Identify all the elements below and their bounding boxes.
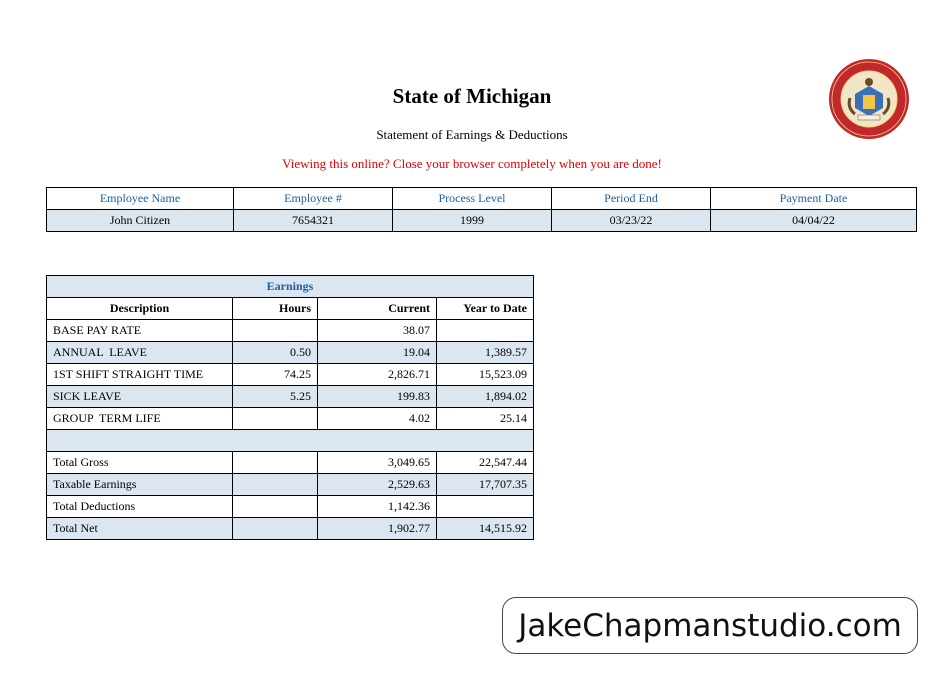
- row-hours: 5.25: [233, 386, 318, 408]
- period-end-header: Period End: [552, 188, 711, 210]
- row-ytd: 1,894.02: [437, 386, 534, 408]
- row-ytd: [437, 320, 534, 342]
- row-hours: 74.25: [233, 364, 318, 386]
- browser-notice: Viewing this online? Close your browser completely when you are done!: [282, 156, 662, 171]
- table-row: [47, 452, 534, 474]
- row-current: 19.04: [318, 342, 437, 364]
- total-label: Total Net: [47, 518, 233, 540]
- michigan-seal-icon: [828, 58, 910, 140]
- period-end-value: 03/23/22: [552, 210, 711, 232]
- row-hours: [233, 408, 318, 430]
- process-level-header: Process Level: [393, 188, 552, 210]
- employee-number-value: 7654321: [234, 210, 393, 232]
- employee-name-header: Employee Name: [47, 188, 234, 210]
- table-row: [47, 408, 534, 430]
- employee-info-table: [46, 187, 917, 232]
- row-description: 1ST SHIFT STRAIGHT TIME: [47, 364, 233, 386]
- row-current: 4.02: [318, 408, 437, 430]
- description-header: Description: [47, 298, 233, 320]
- total-hours: [233, 496, 318, 518]
- row-description: GROUP TERM LIFE: [47, 408, 233, 430]
- total-ytd: [437, 496, 534, 518]
- total-ytd: 14,515.92: [437, 518, 534, 540]
- table-row: [47, 386, 534, 408]
- total-label: Total Deductions: [47, 496, 233, 518]
- spacer-cell: [47, 430, 534, 452]
- row-hours: 0.50: [233, 342, 318, 364]
- process-level-value: 1999: [393, 210, 552, 232]
- table-row: [47, 474, 534, 496]
- employee-name-value: John Citizen: [47, 210, 234, 232]
- row-description: SICK LEAVE: [47, 386, 233, 408]
- payment-date-header: Payment Date: [711, 188, 917, 210]
- total-ytd: 17,707.35: [437, 474, 534, 496]
- row-current: 2,826.71: [318, 364, 437, 386]
- hours-header: Hours: [233, 298, 318, 320]
- row-hours: [233, 320, 318, 342]
- earnings-caption: Earnings: [47, 276, 534, 298]
- row-ytd: 25.14: [437, 408, 534, 430]
- table-row: [47, 518, 534, 540]
- row-description: ANNUAL LEAVE: [47, 342, 233, 364]
- row-ytd: 1,389.57: [437, 342, 534, 364]
- row-description: BASE PAY RATE: [47, 320, 233, 342]
- statement-subtitle: Statement of Earnings & Deductions: [376, 127, 568, 142]
- table-row: [47, 342, 534, 364]
- ytd-header: Year to Date: [437, 298, 534, 320]
- total-ytd: 22,547.44: [437, 452, 534, 474]
- row-current: 199.83: [318, 386, 437, 408]
- watermark: JakeChapmanstudio.com: [502, 597, 918, 654]
- table-row: [47, 364, 534, 386]
- row-ytd: 15,523.09: [437, 364, 534, 386]
- total-hours: [233, 452, 318, 474]
- spacer-row: [47, 430, 534, 452]
- row-current: 38.07: [318, 320, 437, 342]
- table-row: [47, 496, 534, 518]
- employee-number-header: Employee #: [234, 188, 393, 210]
- total-current: 1,142.36: [318, 496, 437, 518]
- total-current: 2,529.63: [318, 474, 437, 496]
- table-row: [47, 320, 534, 342]
- total-hours: [233, 474, 318, 496]
- payment-date-value: 04/04/22: [711, 210, 917, 232]
- total-label: Total Gross: [47, 452, 233, 474]
- current-header: Current: [318, 298, 437, 320]
- total-current: 1,902.77: [318, 518, 437, 540]
- page-title: State of Michigan: [392, 84, 552, 108]
- total-label: Taxable Earnings: [47, 474, 233, 496]
- earnings-table: [46, 275, 534, 540]
- total-hours: [233, 518, 318, 540]
- total-current: 3,049.65: [318, 452, 437, 474]
